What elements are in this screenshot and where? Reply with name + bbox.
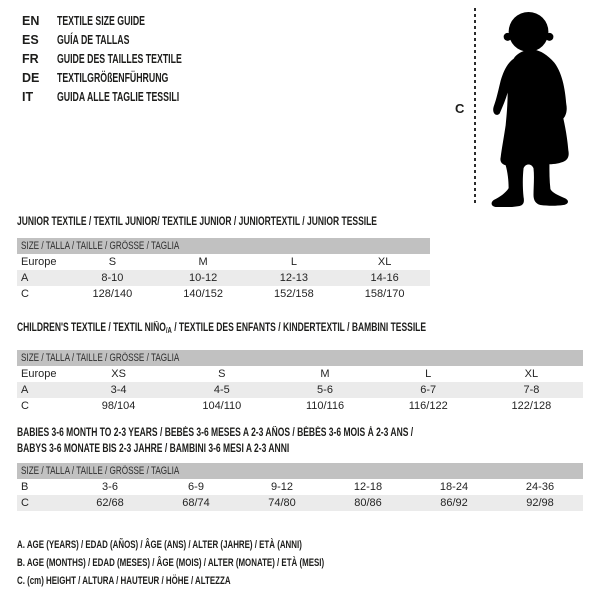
language-title-block [22,12,235,107]
section-babies [17,425,583,511]
note-c: C. (cm) HEIGHT / ALTURA / HAUTEUR / HÖHE / ALTEZZA [17,575,231,587]
language-title: GUIDA ALLE TAGLIE TESSILI [57,90,180,104]
language-row [22,88,235,107]
table-row: C 98/104 104/110 110/116 116/122 122/128 [21,400,552,412]
section-junior [17,215,430,302]
baby-silhouette-icon [484,8,585,207]
language-row [22,31,235,50]
language-code: DE [22,71,40,85]
section-title-line2: BABYS 3-6 MONATE BIS 2-3 JAHRE / BAMBINI 3-6 MESI A 2-3 ANNI [17,443,290,455]
table-row: Europe S M L XL [21,256,392,268]
language-code: ES [22,33,39,47]
section-title: JUNIOR TEXTILE / TEXTIL JUNIOR/ TEXTILE JUNIOR / JUNIORTEXTIL / JUNIOR TESSILE [17,216,377,228]
language-code: EN [22,14,40,28]
language-title: TEXTILGRÖßENFÜHRUNG [57,71,169,85]
table-row: B 3-6 6-9 9-12 12-18 18-24 24-36 [21,481,555,493]
language-title: GUIDE DES TAILLES TEXTILE [57,52,182,66]
section-title-line1: BABIES 3-6 MONTH TO 2-3 YEARS / BEBÉS 3-6 MESES A 2-3 AÑOS / BÉBÉS 3-6 MOIS À 2-3 ANS / [17,427,414,439]
language-row [22,50,235,69]
language-row [22,12,235,31]
note-a: A. AGE (YEARS) / EDAD (AÑOS) / ÂGE (ANS) / ALTER (JAHRE) / ETÀ (ANNI) [17,539,302,551]
table-row: A 8-10 10-12 12-13 14-16 [17,270,430,286]
legend-notes [17,536,444,590]
table-row: Europe XS S M L XL [21,368,539,380]
babies-size-table [17,463,583,511]
children-size-table [17,350,583,414]
height-measure-line [474,8,476,206]
language-title: TEXTILE SIZE GUIDE [57,14,146,28]
height-measure-label: C [455,101,465,116]
size-header-bar: SIZE / TALLA / TAILLE / GRÖSSE / TAGLIA [17,238,430,254]
language-title: GUÍA DE TALLAS [57,33,130,47]
section-title: CHILDREN'S TEXTILE / TEXTIL $NIÑO_{/A}$ / TEXTILE DES ENFANTS / KINDERTEXTIL / BAMBINI TESSILE [17,322,427,335]
size-header-bar: SIZE / TALLA / TAILLE / GRÖSSE / TAGLIA [17,463,583,479]
size-header-bar: SIZE / TALLA / TAILLE / GRÖSSE / TAGLIA [17,350,583,366]
language-row [22,69,235,88]
note-b: B. AGE (MONTHS) / EDAD (MESES) / ÂGE (MOIS) / ALTER (MONATE) / ETÀ (MESI) [17,557,325,569]
section-children [17,321,583,414]
junior-size-table [17,238,430,302]
table-row: C 62/68 68/74 74/80 80/86 86/92 92/98 [17,495,583,511]
language-code: FR [22,52,39,66]
table-row: C 128/140 140/152 152/158 158/170 [21,288,405,300]
language-code: IT [22,90,34,104]
table-row: A 3-4 4-5 5-6 6-7 7-8 [17,382,583,398]
